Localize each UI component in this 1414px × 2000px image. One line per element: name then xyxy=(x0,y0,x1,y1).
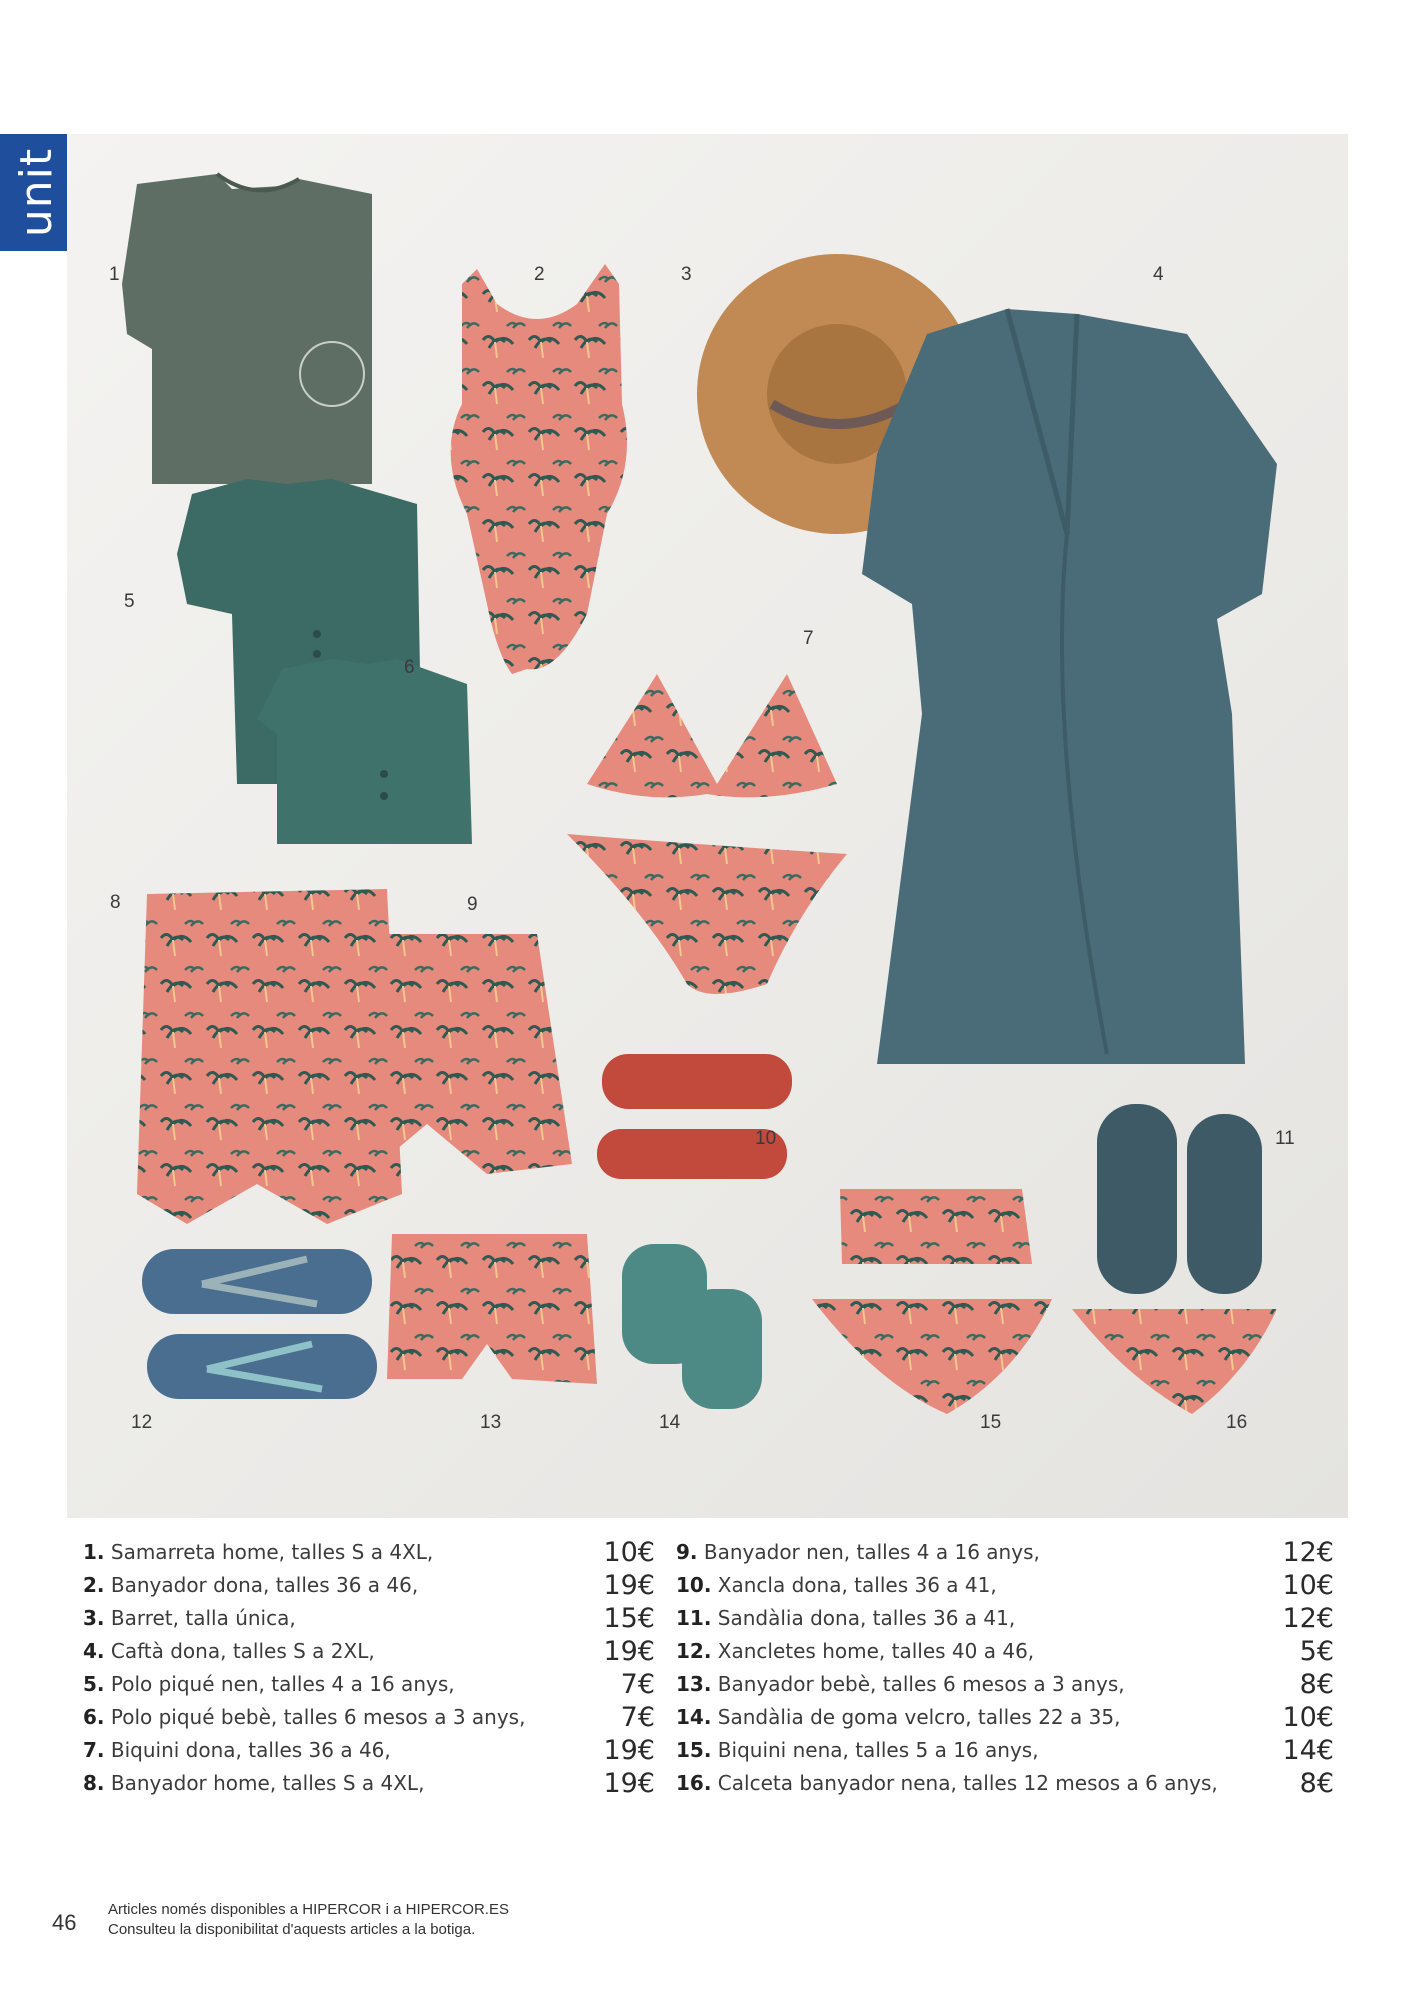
product-row: 12. Xancletes home, talles 40 a 46, 5€ xyxy=(676,1636,1334,1667)
item-number-4: 4 xyxy=(1153,264,1164,285)
product-row: 4. Caftà dona, talles S a 2XL, 19€ xyxy=(83,1636,655,1667)
price: 15€ xyxy=(603,1603,655,1634)
item-number-10: 10 xyxy=(755,1128,777,1149)
brand-logo-text: unit xyxy=(11,147,63,238)
green-sandals-item xyxy=(622,1244,762,1409)
blue-sandals-item xyxy=(1097,1104,1262,1294)
price: 8€ xyxy=(1299,1768,1334,1799)
shorts-items xyxy=(137,889,572,1224)
item-number-5: 5 xyxy=(124,591,135,612)
product-list-right xyxy=(676,1536,1334,1800)
price: 12€ xyxy=(1282,1603,1334,1634)
price: 19€ xyxy=(603,1636,655,1667)
price: 12€ xyxy=(1282,1537,1334,1568)
product-row: 15. Biquini nena, talles 5 a 16 anys, 14€ xyxy=(676,1735,1334,1766)
flip-flops-item xyxy=(142,1249,377,1399)
availability-note-line2: Consulteu la disponibilitat d'aquests articles a la botiga. xyxy=(108,1921,476,1938)
product-illustration xyxy=(67,134,1348,1518)
tshirt-item xyxy=(122,174,372,484)
price: 8€ xyxy=(1299,1669,1334,1700)
item-number-2: 2 xyxy=(534,264,545,285)
item-number-7: 7 xyxy=(803,628,814,649)
item-number-11: 11 xyxy=(1275,1128,1295,1149)
product-row: 11. Sandàlia dona, talles 36 a 41, 12€ xyxy=(676,1603,1334,1634)
product-list-left xyxy=(83,1536,655,1800)
price: 5€ xyxy=(1299,1636,1334,1667)
baby-shorts-item xyxy=(387,1234,597,1384)
red-sandals-item xyxy=(597,1054,792,1179)
item-number-16: 16 xyxy=(1226,1412,1248,1433)
brand-logo-tab xyxy=(0,134,74,251)
polo-items xyxy=(177,479,472,844)
item-number-14: 14 xyxy=(659,1412,681,1433)
availability-note-line1: Articles només disponibles a HIPERCOR i a HIPERCOR.ES xyxy=(108,1901,509,1918)
product-row: 1. Samarreta home, talles S a 4XL, 10€ xyxy=(83,1537,655,1568)
product-row: 14. Sandàlia de goma velcro, talles 22 a 35, 10€ xyxy=(676,1702,1334,1733)
price: 10€ xyxy=(603,1537,655,1568)
availability-note xyxy=(108,1900,509,1940)
product-row: 10. Xancla dona, talles 36 a 41, 10€ xyxy=(676,1570,1334,1601)
item-number-9: 9 xyxy=(467,894,478,915)
product-row: 8. Banyador home, talles S a 4XL, 19€ xyxy=(83,1768,655,1799)
product-row: 9. Banyador nen, talles 4 a 16 anys, 12€ xyxy=(676,1537,1334,1568)
price: 10€ xyxy=(1282,1702,1334,1733)
product-row: 3. Barret, talla única, 15€ xyxy=(83,1603,655,1634)
product-row: 5. Polo piqué nen, talles 4 a 16 anys, 7€ xyxy=(83,1669,655,1700)
product-row: 6. Polo piqué bebè, talles 6 mesos a 3 anys, 7€ xyxy=(83,1702,655,1733)
price: 19€ xyxy=(603,1735,655,1766)
product-row: 2. Banyador dona, talles 36 a 46, 19€ xyxy=(83,1570,655,1601)
price: 10€ xyxy=(1282,1570,1334,1601)
bikini-bottom-item xyxy=(1072,1309,1277,1414)
product-row: 13. Banyador bebè, talles 6 mesos a 3 anys, 8€ xyxy=(676,1669,1334,1700)
item-number-6: 6 xyxy=(404,657,415,678)
kaftan-item xyxy=(862,309,1277,1064)
bikini-item xyxy=(567,674,847,994)
product-row: 7. Biquini dona, talles 36 a 46, 19€ xyxy=(83,1735,655,1766)
item-number-13: 13 xyxy=(480,1412,502,1433)
price: 19€ xyxy=(603,1570,655,1601)
girl-bikini-item xyxy=(812,1189,1052,1414)
swimsuit-item xyxy=(451,264,627,674)
item-number-1: 1 xyxy=(109,264,120,285)
item-number-3: 3 xyxy=(681,264,692,285)
item-number-15: 15 xyxy=(980,1412,1002,1433)
item-number-8: 8 xyxy=(110,892,121,913)
price: 7€ xyxy=(620,1669,655,1700)
price: 14€ xyxy=(1282,1735,1334,1766)
price: 19€ xyxy=(603,1768,655,1799)
product-photo xyxy=(67,134,1348,1518)
page-number: 46 xyxy=(52,1910,77,1935)
product-row: 16. Calceta banyador nena, talles 12 mesos a 6 anys, 8€ xyxy=(676,1768,1334,1799)
price: 7€ xyxy=(620,1702,655,1733)
item-number-12: 12 xyxy=(131,1412,153,1433)
